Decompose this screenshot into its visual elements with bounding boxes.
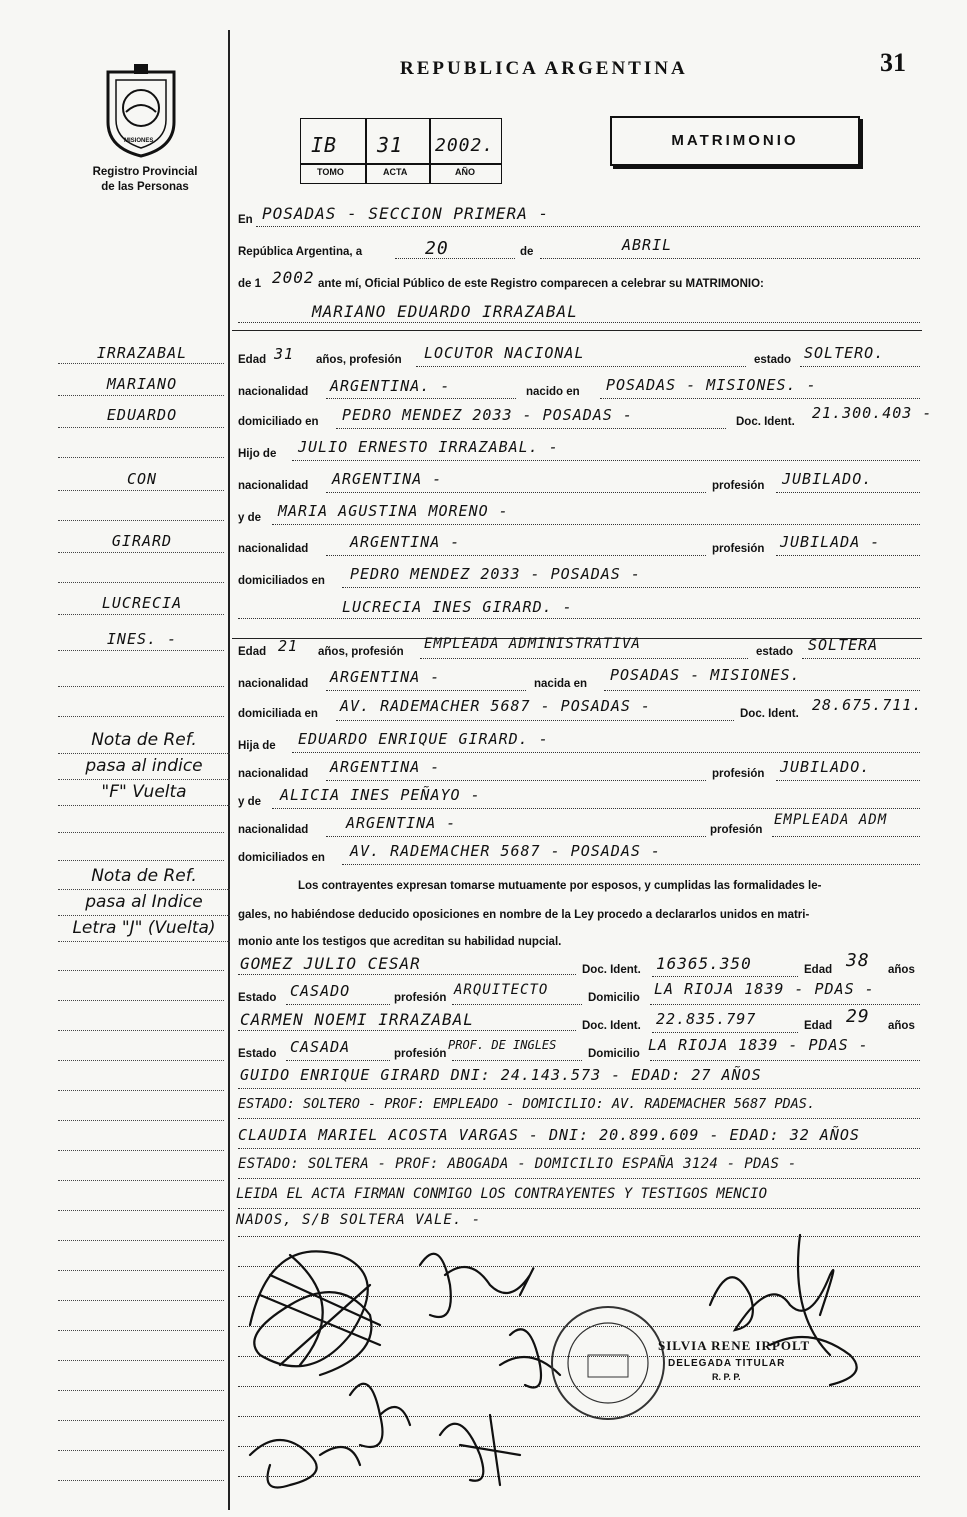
label-ante-mi: ante mí, Oficial Público de este Registro comparecen a celebrar su MATRIMONIO: — [318, 278, 764, 290]
act-place: POSADAS - SECCION PRIMERA - — [262, 204, 550, 223]
margin-name-3: EDUARDO — [106, 406, 178, 424]
label-groom-state: estado — [754, 354, 792, 366]
label-w1-state: Estado — [238, 992, 277, 1004]
handwritten-line-1: GUIDO ENRIQUE GIRARD DNI: 24.143.573 - EDAD: 27 AÑOS — [240, 1066, 762, 1084]
label-father-nat: nacionalidad — [238, 480, 309, 492]
bride-mother-prof: EMPLEADA ADM — [774, 812, 888, 828]
label-bride-prof: años, profesión — [318, 646, 404, 658]
margin-name-6: LUCRECIA — [101, 594, 183, 612]
label-w1-anos: años — [888, 964, 915, 976]
declaration-line2: gales, no habiéndose deducido oposiciones en nombre de la Ley procedo a declararlos unidos en matri- — [238, 909, 810, 921]
margin-name-5: GIRARD — [111, 532, 173, 550]
stamp-title: DELEGADA TITULAR — [668, 1358, 786, 1369]
label-parents-address: domiciliados en — [238, 575, 325, 587]
label-de-year: de 1 — [238, 278, 262, 290]
label-mother-prof: profesión — [712, 543, 765, 555]
groom-parents-address: PEDRO MENDEZ 2033 - POSADAS - — [350, 565, 641, 583]
label-w2-anos: años — [888, 1020, 915, 1032]
groom-nationality: ARGENTINA. - — [330, 377, 451, 395]
label-w2-prof: profesión — [394, 1048, 447, 1060]
bride-parents-address: AV. RADEMACHER 5687 - POSADAS - — [350, 842, 661, 860]
page-number: 31 — [880, 48, 906, 77]
groom-doc: 21.300.403 - — [812, 404, 933, 422]
groom-profession: LOCUTOR NACIONAL — [424, 344, 585, 362]
registry-name — [70, 165, 220, 195]
label-groom-nat: nacionalidad — [238, 386, 309, 398]
witness1-prof: ARQUITECTO — [454, 982, 549, 998]
handwritten-line-6: NADOS, S/B SOLTERA VALE. - — [236, 1212, 482, 1228]
stamp-office: R. P. P. — [712, 1372, 741, 1382]
registry-stamp — [552, 1307, 664, 1419]
label-w2-domicilio: Domicilio — [588, 1048, 640, 1060]
witness2-doc: 22.835.797 — [656, 1010, 757, 1028]
bride-father-prof: JUBILADO. — [780, 758, 871, 776]
margin-name-7: INES. - — [106, 630, 178, 648]
label-republica: República Argentina, a — [238, 246, 363, 258]
label-w2-state: Estado — [238, 1048, 277, 1060]
act-day: 20 — [425, 238, 449, 259]
bride-age: 21 — [278, 637, 299, 655]
witness2-name: CARMEN NOEMI IRRAZABAL — [240, 1010, 474, 1029]
label-bride-nat: nacionalidad — [238, 678, 309, 690]
act-month: ABRIL — [622, 236, 673, 254]
label-groom-age: Edad — [238, 354, 267, 366]
bride-father-nat: ARGENTINA - — [330, 758, 441, 776]
label-bride-doc: Doc. Ident. — [740, 708, 799, 720]
handwritten-line-2: ESTADO: SOLTERO - PROF: EMPLEADO - DOMICILIO: AV. RADEMACHER 5687 PDAS. — [238, 1096, 816, 1112]
label-father-prof: profesión — [712, 480, 765, 492]
label-en: En — [238, 214, 253, 226]
groom-state: SOLTERO. — [804, 344, 885, 362]
tomo-label: TOMO — [317, 167, 344, 177]
groom-father-prof: JUBILADO. — [782, 470, 873, 488]
label-bride-address: domiciliada en — [238, 708, 318, 720]
label-y-de-2: y de — [238, 796, 262, 808]
label-bparents-address: domiciliados en — [238, 852, 325, 864]
doc-type: MATRIMONIO — [671, 132, 799, 149]
note1-line1: Nota de Ref. — [58, 728, 230, 754]
witness1-state: CASADO — [290, 982, 351, 1000]
label-hija: Hija de — [238, 740, 276, 752]
label-bride-born: nacida en — [534, 678, 588, 690]
bride-state: SOLTERA — [808, 636, 879, 654]
label-bmother-nat: nacionalidad — [238, 824, 309, 836]
provincial-seal — [100, 62, 182, 163]
acta-label: ACTA — [383, 167, 408, 177]
note2-line3: Letra "J" (Vuelta) — [58, 916, 230, 942]
registry-line1: Registro Provincial — [92, 166, 198, 178]
label-groom-address: domiciliado en — [238, 416, 319, 428]
tomo-value: IB — [311, 133, 338, 157]
handwritten-line-3: CLAUDIA MARIEL ACOSTA VARGAS - DNI: 20.899.609 - EDAD: 32 AÑOS — [238, 1126, 860, 1144]
registry-line2: de las Personas — [101, 181, 189, 193]
declaration-line3: monio ante los testigos que acreditan su habilidad nupcial. — [238, 936, 562, 948]
note1-line3: "F" Vuelta — [58, 780, 230, 806]
label-bride-age: Edad — [238, 646, 267, 658]
label-de: de — [520, 246, 534, 258]
margin-note-2 — [58, 864, 230, 942]
bride-father: EDUARDO ENRIQUE GIRARD. - — [298, 730, 549, 748]
label-groom-prof: años, profesión — [316, 354, 402, 366]
groom-mother: MARIA AGUSTINA MORENO - — [278, 502, 509, 520]
witness2-age: 29 — [846, 1006, 870, 1027]
bride-profession: EMPLEADA ADMINISTRATIVA — [424, 636, 641, 652]
bride-full-name: LUCRECIA INES GIRARD. - — [342, 598, 573, 616]
ano-value: 2002. — [435, 135, 495, 156]
witness1-age: 38 — [846, 950, 870, 971]
groom-full-name: MARIANO EDUARDO IRRAZABAL — [312, 302, 578, 321]
groom-father: JULIO ERNESTO IRRAZABAL. - — [298, 438, 559, 456]
witness1-address: LA RIOJA 1839 - PDAS - — [654, 980, 875, 998]
label-mother-nat: nacionalidad — [238, 543, 309, 555]
declaration-line1: Los contrayentes expresan tomarse mutuamente por esposos, y cumplidas las formalidades le- — [298, 880, 822, 892]
signatures — [230, 1215, 930, 1505]
bride-address: AV. RADEMACHER 5687 - POSADAS - — [340, 697, 651, 715]
groom-father-nat: ARGENTINA - — [332, 470, 443, 488]
bride-mother: ALICIA INES PEÑAYO - — [280, 786, 481, 804]
country-title: REPUBLICA ARGENTINA — [400, 58, 688, 79]
label-bmother-prof: profesión — [710, 824, 763, 836]
label-hijo: Hijo de — [238, 448, 277, 460]
bride-mother-nat: ARGENTINA - — [346, 814, 457, 832]
bride-doc: 28.675.711. — [812, 696, 923, 714]
note2-line1: Nota de Ref. — [58, 864, 230, 890]
stamp-name: SILVIA RENE IRPOLT — [658, 1338, 811, 1353]
label-w2-age: Edad — [804, 1020, 833, 1032]
label-bride-state: estado — [756, 646, 794, 658]
acta-value: 31 — [377, 133, 404, 157]
label-y-de: y de — [238, 512, 262, 524]
act-year: 2002 — [272, 268, 315, 287]
witness2-state: CASADA — [290, 1038, 351, 1056]
groom-mother-nat: ARGENTINA - — [350, 533, 461, 551]
ano-label: AÑO — [455, 167, 475, 177]
label-bfather-prof: profesión — [712, 768, 765, 780]
witness2-prof: PROF. DE INGLES — [448, 1038, 557, 1052]
seal-text: MISIONES — [124, 138, 154, 144]
label-groom-doc: Doc. Ident. — [736, 416, 795, 428]
handwritten-line-4: ESTADO: SOLTERA - PROF: ABOGADA - DOMICILIO ESPAÑA 3124 - PDAS - — [238, 1156, 797, 1172]
reference-box — [300, 118, 502, 184]
label-w1-prof: profesión — [394, 992, 447, 1004]
note1-line2: pasa al indice — [58, 754, 230, 780]
handwritten-line-5: LEIDA EL ACTA FIRMAN CONMIGO LOS CONTRAYENTES Y TESTIGOS MENCIO — [236, 1186, 768, 1202]
label-groom-born: nacido en — [526, 386, 580, 398]
margin-name-1: IRRAZABAL — [96, 344, 188, 362]
doc-type-box — [610, 116, 860, 166]
groom-mother-prof: JUBILADA - — [780, 533, 881, 551]
margin-name-4: CON — [126, 470, 158, 488]
label-bfather-nat: nacionalidad — [238, 768, 309, 780]
label-w2-doc: Doc. Ident. — [582, 1020, 641, 1032]
witness2-address: LA RIOJA 1839 - PDAS - — [648, 1036, 869, 1054]
witness1-doc: 16365.350 — [656, 954, 752, 973]
label-w1-age: Edad — [804, 964, 833, 976]
margin-note-1 — [58, 728, 230, 806]
label-w1-doc: Doc. Ident. — [582, 964, 641, 976]
groom-address: PEDRO MENDEZ 2033 - POSADAS - — [342, 406, 633, 424]
margin-name-2: MARIANO — [106, 375, 178, 393]
groom-age: 31 — [274, 345, 295, 363]
bride-nationality: ARGENTINA - — [330, 668, 441, 686]
groom-birthplace: POSADAS - MISIONES. - — [606, 376, 817, 394]
bride-birthplace: POSADAS - MISIONES. — [610, 666, 801, 684]
note2-line2: pasa al Indice — [58, 890, 230, 916]
label-w1-domicilio: Domicilio — [588, 992, 640, 1004]
witness1-name: GOMEZ JULIO CESAR — [240, 954, 421, 973]
